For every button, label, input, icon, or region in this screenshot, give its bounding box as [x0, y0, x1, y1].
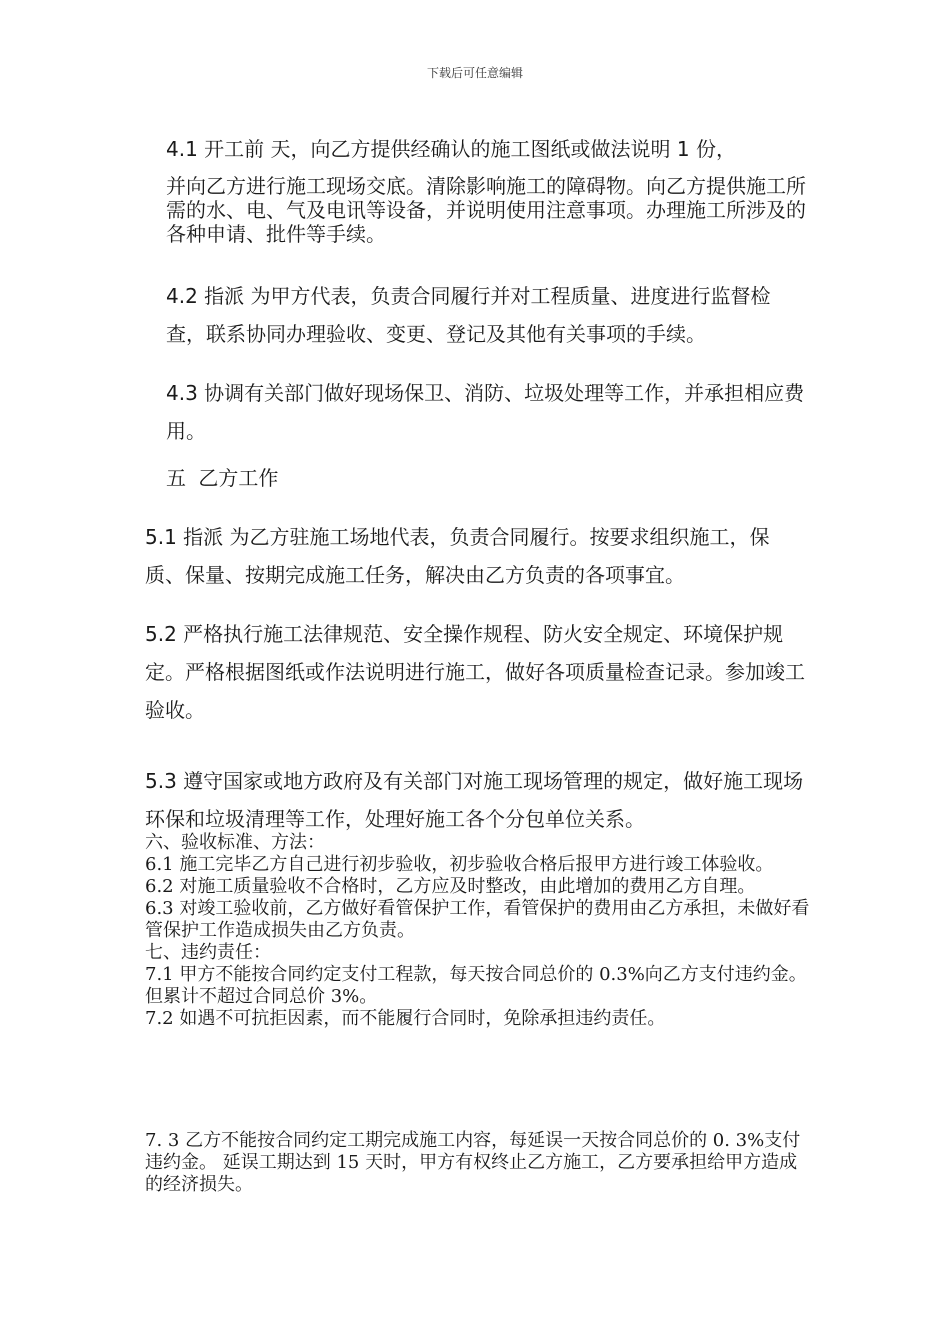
section-5-heading: 五 乙方工作 — [166, 466, 279, 490]
clause-7-1: 7.1 甲方不能按合同约定支付工程款，每天按合同总价的 0.3%向乙方支付违约金。但累计不超过合同总价 3%。 — [145, 964, 807, 1007]
clause-5-1: 5.1 指派 为乙方驻施工场地代表，负责合同履行。按要求组织施工，保质、保量、按期完成施工任务，解决由乙方负责的各项事宜。 — [145, 525, 770, 587]
clause-4-1-first-line: 4.1 开工前 天，向乙方提供经确认的施工图纸或做法说明 1 份， — [166, 137, 736, 161]
section-6-and-7 — [145, 832, 810, 1030]
clause-6-1: 6.1 施工完毕乙方自己进行初步验收，初步验收合格后报甲方进行竣工体验收。 — [145, 854, 774, 875]
clause-7-3: 7. 3 乙方不能按合同约定工期完成施工内容，每延误一天按合同总价的 0. 3%支付违约金。 延误工期达到 15 天时，甲方有权终止乙方施工，乙方要承担给甲方造成的经济损失。 — [145, 1130, 801, 1195]
clause-6-2: 6.2 对施工质量验收不合格时，乙方应及时整改，由此增加的费用乙方自理。 — [145, 876, 756, 897]
clause-5-2: 5.2 严格执行施工法律规范、安全操作规程、防火安全规定、环境保护规定。严格根据图纸或作法说明进行施工，做好各项质量检查记录。参加竣工验收。 — [145, 622, 805, 722]
clause-4-3: 4.3 协调有关部门做好现场保卫、消防、垃圾处理等工作，并承担相应费用。 — [166, 381, 805, 443]
section-7-heading: 七、违约责任： — [145, 942, 271, 963]
section-6-heading: 六、验收标准、方法： — [145, 832, 325, 853]
clause-6-3: 6.3 对竣工验收前，乙方做好看管保护工作，看管保护的费用由乙方承担，未做好看管保护工作造成损失由乙方负责。 — [145, 898, 810, 941]
clause-4-1 — [166, 137, 806, 246]
clause-5-3: 5.3 遵守国家或地方政府及有关部门对施工现场管理的规定，做好施工现场环保和垃圾清理等工作，处理好施工各个分包单位关系。 — [145, 769, 804, 831]
page-header: 下载后可任意编辑 — [426, 66, 523, 80]
clause-4-2: 4.2 指派 为甲方代表，负责合同履行并对工程质量、进度进行监督检查，联系协同办理验收、变更、登记及其他有关事项的手续。 — [166, 284, 771, 346]
clause-7-2: 7.2 如遇不可抗拒因素，而不能履行合同时，免除承担违约责任。 — [145, 1008, 666, 1029]
clause-4-1-body: 并向乙方进行施工现场交底。清除影响施工的障碍物。向乙方提供施工所需的水、电、气及电讯等设备，并说明使用注意事项。办理施工所涉及的各种申请、批件等手续。 — [166, 174, 806, 246]
